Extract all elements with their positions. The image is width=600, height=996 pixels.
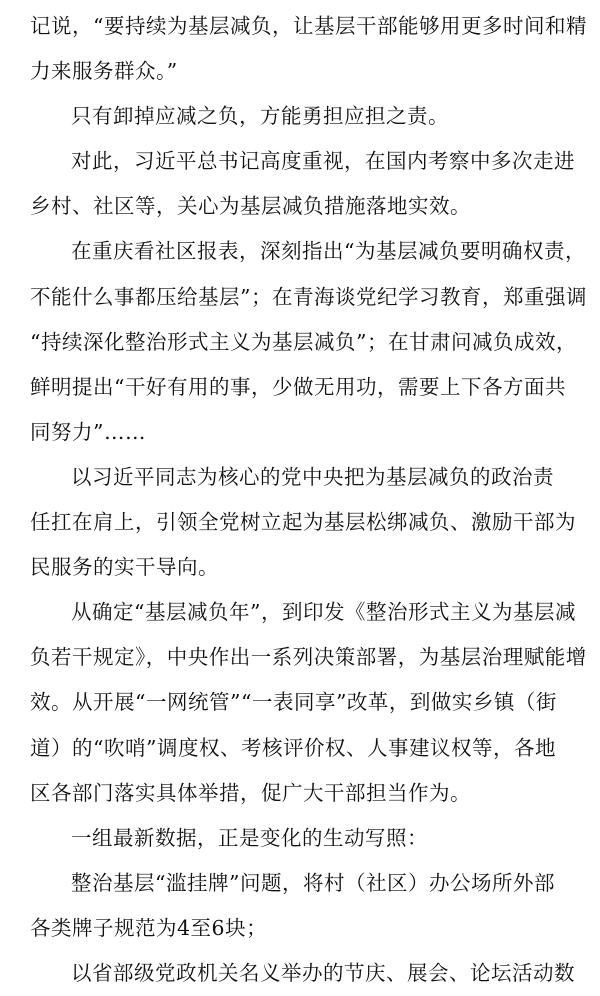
text-line: 同努力”…… — [30, 419, 146, 444]
text-line: 只有卸掉应减之负，方能勇担应担之责。 — [71, 104, 449, 129]
text-line: 从确定“基层减负年”，到印发《整治形式主义为基层减 — [71, 600, 576, 625]
paragraph — [30, 590, 587, 815]
text-line: 记说，“要持续为基层减负，让基层干部能够用更多时间和精 — [30, 14, 587, 38]
text-line: 乡村、社区等，关心为基层减负措施落地实效。 — [30, 194, 471, 219]
paragraph — [30, 951, 575, 996]
paragraph — [30, 139, 575, 229]
paragraph — [30, 94, 570, 139]
text-line: 区各部门落实具体举措，促广大干部担当作为。 — [30, 780, 471, 805]
text-line: 以习近平同志为核心的党中央把为基层减负的政治责 — [71, 464, 554, 489]
text-line: “持续深化整治形式主义为基层减负”；在甘肃问减负成效， — [30, 329, 577, 354]
text-line: 一组最新数据，正是变化的生动写照： — [71, 825, 428, 850]
text-line: 鲜明提出“干好有用的事，少做无用功，需要上下各方面共 — [30, 374, 566, 399]
paragraph — [30, 861, 570, 951]
text-line: 力来服务群众。” — [30, 59, 178, 84]
paragraph — [30, 4, 587, 94]
text-line: 负若干规定》，中央作出一系列决策部署，为基层治理赋能增 — [30, 645, 587, 670]
text-line: 对此，习近平总书记高度重视，在国内考察中多次走进 — [71, 149, 575, 174]
text-line: 任扛在肩上，引领全党树立起为基层松绑减负、激励干部为 — [30, 510, 576, 535]
text-line: 不能什么事都压给基层”；在青海谈党纪学习教育，郑重强调 — [30, 284, 587, 309]
text-line: 效。从开展“一网统管”“一表同享”改革，到做实乡镇（街 — [30, 690, 557, 715]
paragraph — [30, 229, 587, 454]
text-line: 整治基层“滥挂牌”问题，将村（社区）办公场所外部 — [71, 870, 555, 895]
text-line: 在重庆看社区报表，深刻指出“为基层减负要明确权责， — [71, 239, 586, 264]
paragraph — [30, 455, 576, 590]
text-line: 道）的“吹哨”调度权、考核评价权、人事建议权等，各地 — [30, 735, 556, 760]
text-line: 民服务的实干导向。 — [30, 555, 219, 580]
text-line: 以省部级党政机关名义举办的节庆、展会、论坛活动数 — [71, 960, 575, 985]
text-line: 各类牌子规范为4至6块； — [30, 915, 268, 940]
paragraph — [30, 816, 570, 861]
